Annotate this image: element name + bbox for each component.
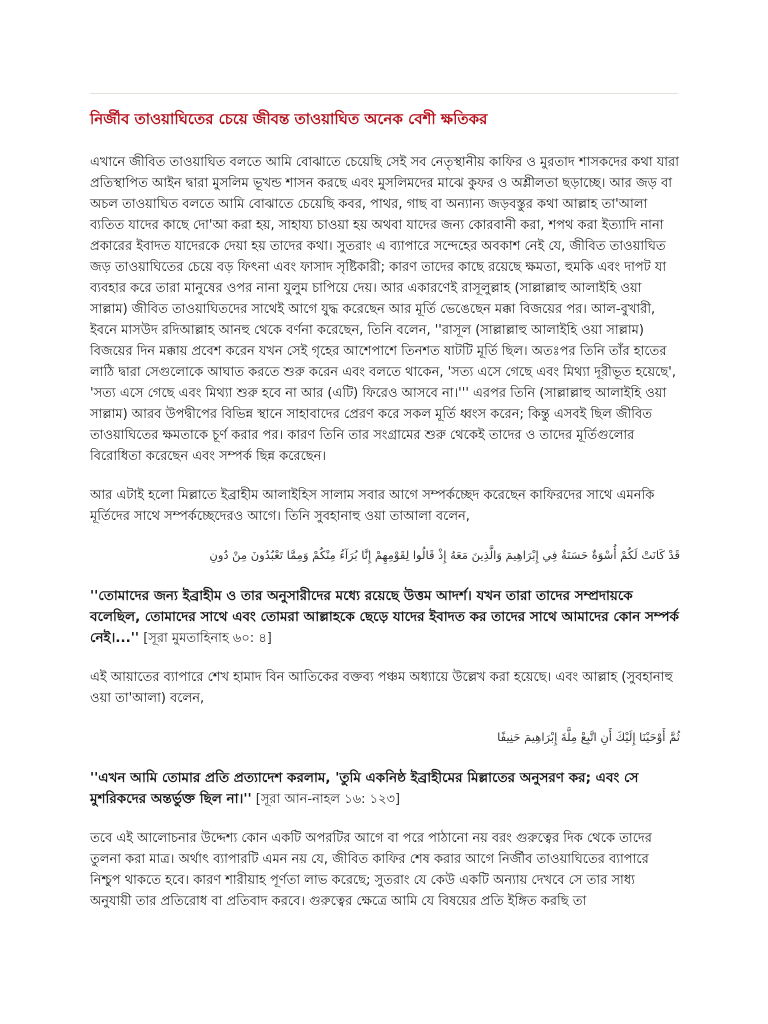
quote-block-2 bbox=[90, 768, 680, 810]
quote-reference-1: [সূরা মুমতাহিনাহ ৬০: ৪] bbox=[143, 631, 272, 646]
paragraph-4: তবে এই আলোচনার উদ্দেশ্য কোন একটি অপরটির আগে বা পরে পাঠানো নয় বরং গুরুত্বের দিক থেকে তাদের তুলনা করা মাত্র। অর্থাৎ ব্যাপারটি এমন নয় যে, জীবিত কাফির শেষ করার আগে নির্জীব তাওয়াঘিতের ব্যাপারে নিশ্চুপ থাকতে হবে। কারণ শারীয়াহ পূর্ণতা লাভ করেছে; সুতরাং যে কেউ একটি অন্যায় দেখবে সে তার সাধ্য অনুযায়ী তার প্রতিরোধ বা প্রতিবাদ করবে। গুরুত্বের ক্ষেত্রে আমি যে বিষয়ের প্রতি ইঙ্গিত করছি তা bbox=[90, 831, 652, 909]
top-divider bbox=[90, 93, 678, 94]
paragraph-3: এই আয়াতের ব্যাপারে শেখ হামাদ বিন আতিকের বক্তব্য পঞ্চম অধ্যায়ে উল্লেখ করা হয়েছে। এবং আল্লাহ (সুবহানাহু ওয়া তা'আলা) বলেন, bbox=[90, 670, 673, 706]
quote-reference-2: [সূরা আন-নাহল ১৬: ১২৩] bbox=[255, 792, 401, 807]
quote-text-1: ''তোমাদের জন্য ইব্রাহীম ও তার অনুসারীদের মধ্যে রয়েছে উত্তম আদর্শ। যখন তারা তাদের সম্প্রদায়কে বলেছিল, তোমাদের সাথে এবং তোমরা আল্লাহকে ছেড়ে যাদের ইবাদত কর তাদের সাথে আমাদের কোন সম্পর্ক নেই।...'' bbox=[90, 588, 679, 646]
paragraph-2: আর এটাই হলো মিল্লাতে ইব্রাহীম আলাইহিস সালাম সবার আগে সম্পর্কচ্ছেদ করেছেন কাফিরদের সাথে এমনকি মূর্তিদের সাথে সম্পর্কচ্ছেদেরও আগে। তিনি সুবহানাহু ওয়া তাআলা বলেন, bbox=[90, 488, 655, 524]
article-body bbox=[90, 108, 680, 930]
quote-block-1 bbox=[90, 586, 680, 649]
paragraph-1: এখানে জীবিত তাওয়াঘিত বলতে আমি বোঝাতে চেয়েছি সেই সব নেতৃস্থানীয় কাফির ও মুরতাদ শাসকদের কথা যারা প্রতিস্থাপিত আইন দ্বারা মুসলিম ভূখন্ড শাসন করছে এবং মুসলিমদের মাঝে কুফর ও অশ্লীলতা ছড়াচ্ছে। আর জড় বা অচল তাওয়াঘিত বলতে আমি বোঝাতে চেয়েছি কবর, পাথর, গাছ বা অন্যান্য জড়বস্তুর কথা আল্লাহ তা'আলা ব্যতিত যাদের কাছে দো'আ করা হয়, সাহায্য চাওয়া হয় অথবা যাদের জন্য কোরবানী করা, শপথ করা ইত্যাদি নানা প্রকারের ইবাদত যাদেরকে দেয়া হয় তাদের কথা। সুতরাং এ ব্যাপারে সন্দেহের অবকাশ নেই যে, জীবিত তাওয়াঘিত জড় তাওয়াঘিতের চেয়ে বড় ফিৎনা এবং ফাসাদ সৃষ্টিকারী; কারণ তাদের কাছে রয়েছে ক্ষমতা, হুমকি এবং দাপট যা ব্যবহার করে তারা মানুষের ওপর নানা যুলুম চাপিয়ে দেয়। আর একারণেই রাসূলুল্লাহ (সাল্লাল্লাহু আলাইহি ওয়া সাল্লাম) জীবিত তাওয়াঘিতদের সাথেই আগে যুদ্ধ করেছেন আর মূর্তি ভেঙেছেন মক্কা বিজয়ের পর। আল-বুখারী, ইবনে মাসউদ রদিআল্লাহ আনহু থেকে বর্ণনা করেছেন, তিনি বলেন, ''রাসূল (সাল্লাল্লাহু আলাইহি ওয়া সাল্লাম) বিজয়ের দিন মক্কায় প্রবেশ করেন যখন সেই গৃহের আশেপাশে তিনশত ষাটটি মূর্তি ছিল। অতঃপর তিনি তাঁর হাতের লাঠি দ্বারা সেগুলোকে আঘাত করতে শুরু করেন এবং বলতে থাকেন, 'সত্য এসে গেছে এবং মিথ্যা দূরীভূত হয়েছে', 'সত্য এসে গেছে এবং মিথ্যা শুরু হবে না আর (এটি) ফিরেও আসবে না।''' এরপর তিনি (সাল্লাল্লাহু আলাইহি ওয়া সাল্লাম) আরব উপদ্বীপের বিভিন্ন স্থানে সাহাবাদের প্রেরণ করে সকল মূর্তি ধ্বংস করেন; কিন্তু এসবই ছিল জীবিত তাওয়াঘিতের ক্ষমতাকে চূর্ণ করার পর। কারণ তিনি তার সংগ্রামের শুরু থেকেই তাদের ও তাদের মূর্তিগুলোর বিরোধিতা করেছেন এবং সম্পর্ক ছিন্ন করেছেন। bbox=[90, 155, 679, 464]
arabic-verse-1: قَدْ كَانَتْ لَكُمْ أُسْوَةٌ حَسَنَةٌ فِي إِبْرَاهِيمَ وَالَّذِينَ مَعَهُ إِذْ قَالُوا لِقَوْمِهِمْ إِنَّا بُرَآءُ مِنْكُمْ وَمِمَّا تَعْبُدُونَ مِنْ دُونِ bbox=[209, 548, 680, 562]
article-title: নির্জীব তাওয়াঘিতের চেয়ে জীবন্ত তাওয়াঘিত অনেক বেশী ক্ষতিকর bbox=[90, 110, 488, 128]
quote-text-2: ''এখন আমি তোমার প্রতি প্রত্যাদেশ করলাম, 'তুমি একনিষ্ঠ ইব্রাহীমের মিল্লাতের অনুসরণ কর; এবং সে মুশরিকদের অন্তর্ভুক্ত ছিল না।'' bbox=[90, 770, 639, 807]
arabic-verse-2: ثُمَّ أَوْحَيْنَا إِلَيْكَ أَنِ اتَّبِعْ مِلَّةَ إِبْرَاهِيمَ حَنِيفًا bbox=[497, 730, 680, 744]
